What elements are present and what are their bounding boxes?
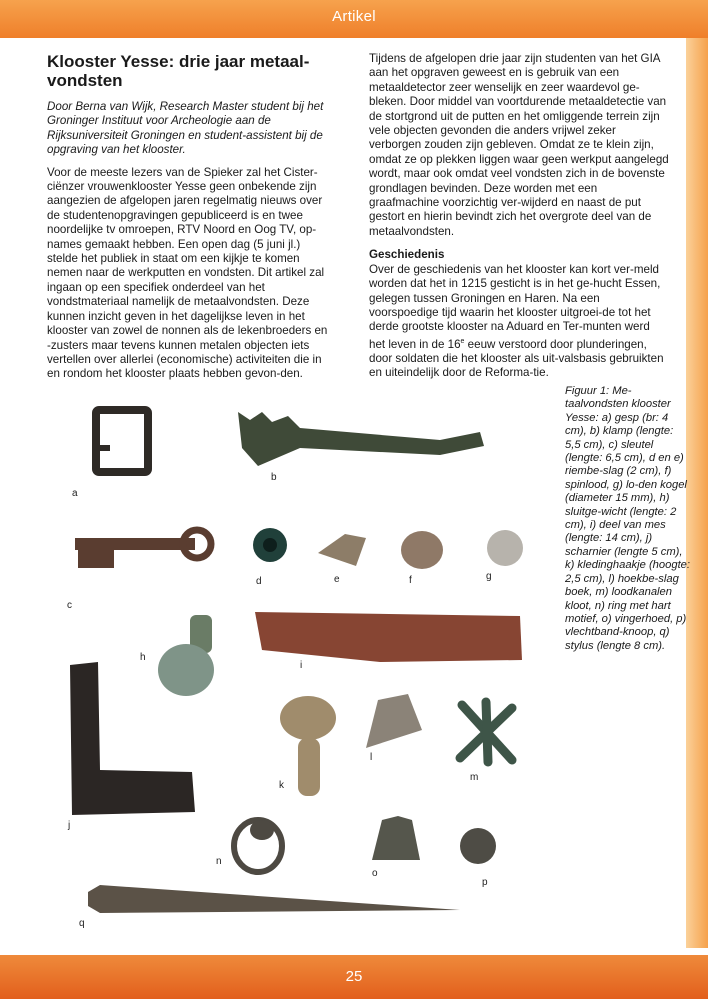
knife-fragment-object	[255, 612, 522, 662]
figure-label: l	[370, 752, 373, 763]
figure-label: i	[300, 660, 303, 671]
figure-label: e	[334, 574, 340, 585]
article-left-column	[47, 52, 332, 382]
article-subheading: Geschiedenis	[369, 248, 445, 262]
section-header-bar	[0, 0, 708, 38]
buckle-object	[93, 410, 148, 472]
figure-label: j	[68, 820, 71, 831]
corner-mount-object	[366, 694, 422, 748]
figure-caption: Figuur 1: Me-taalvondsten klooster Yesse: a) gesp (br: 4 cm), b) klamp (lengte: 5,5 cm), c) sleutel (lengte: 6,5 cm), d en e) riembe-slag (2 cm), f) spinlood, g) lo-den kogel (diameter 15 mm), h) sluitge-wicht (lengte: 2 cm), i) deel van mes (lengte: 14 cm), j) scharnier (lengte 5 cm), k) kledinghaakje (hoogte: 2,5 cm), l) hoekbe-slag boek, m) loodkanalen kloot, n) ring met hart motief, o) vingerhoed, p) vlechtband-knoop, q) stylus (lengte 8 cm).	[565, 385, 691, 652]
page-number: 25	[345, 968, 363, 985]
figure-label: h	[140, 652, 146, 663]
figure-label: b	[271, 472, 277, 483]
figure-artifacts	[0, 395, 560, 940]
article-title: Klooster Yesse: drie jaar metaal-vondsten	[47, 52, 310, 90]
stylus-object	[88, 885, 460, 913]
figure-label: m	[470, 772, 479, 783]
footer-bar	[0, 955, 708, 999]
figure-label: o	[372, 868, 378, 879]
thimble-object	[372, 816, 420, 860]
seal-weight-object	[158, 615, 214, 696]
mount-triangle-object	[318, 534, 366, 566]
clothing-hook-object	[280, 696, 336, 796]
lead-ball-object	[487, 530, 523, 566]
article-paragraph-1: Voor de meeste lezers van de Spieker zal het Cister-ciënzer vrouwenklooster Yesse geen onbekende zijn aangezien de afgelopen jaren regelmatig nieuws over de studentenopgravingen gepubliceerd is en twee noordelijke tv omroepen, RTV Noord en Oog TV, op-names gemaakt hebben. Een open dag (5 juni jl.) stelde het publiek in staat om een kijkje te komen nemen naar de werkputten en vondsten. Dit artikel zal ingaan op een specifiek onderdeel van het vondstmateriaal namelijk de metaalvondsten. Deze kunnen inzicht geven in het dagelijkse leven in het klooster van zowel de nonnen als de lekenbroeders en -zusters maar tevens kunnen metalen objecten iets vertellen over allerlei (economische) activiteiten die in en rondom het klooster plaats hebben gevon-den.	[47, 165, 328, 381]
figure-label: a	[72, 488, 78, 499]
section-title: Artikel	[332, 8, 376, 25]
figure-label: d	[256, 576, 262, 587]
spindle-whorl-object	[401, 531, 443, 569]
article-paragraph-3: Over de geschiedenis van het klooster kan kort ver-meld worden dat het in 1215 gesticht is in het ge-hucht Essen, gelegen tussen Groningen en Haren. Na een voorspoedige tijd waarin het klooster uitgroei-de tot het derde grootste klooster na Aduard en Ter-munten werd het leven in de 16e eeuw verstoord door plunderingen, door soldaten die het klooster als uit-valsbasis gebruikten en uiteindelijk door de Reforma-tie.	[369, 262, 664, 380]
figure-label: p	[482, 877, 488, 888]
clamp-object	[238, 412, 484, 466]
figure-label: g	[486, 571, 492, 582]
figure-label: c	[67, 600, 72, 611]
ring-object	[234, 820, 282, 872]
figure-label: k	[279, 780, 284, 791]
lead-came-object	[460, 702, 512, 762]
knot-button-object	[460, 828, 496, 864]
article-byline: Door Berna van Wijk, Research Master student bij het Groninger Instituut voor Archeologie aan de Rijksuniversiteit Groningen en student-assistent bij de opgraving van het klooster.	[47, 100, 324, 157]
figure-label: f	[409, 575, 412, 586]
article-paragraph-2: Tijdens de afgelopen drie jaar zijn studenten van het GIA aan het opgraven geweest en is gebruik van een metaaldetector zeer wenselijk en zeer waardevol ge-bleken. Door middel van voortdurende metaaldetectie van de stortgrond uit de putten en het omliggende terrein zijn vele objecten gevonden die anders vrijwel zeker verborgen zouden zijn gebleven. Omdat ze te klein zijn, omdat ze op plekken liggen waar geen werkput aangelegd wordt, maar ook omdat veel vondsten zich in de bovenste grondlagen bevinden. Deze worden met een graafmachine voorzichtig ver-wijderd en naast de put gestort en hierin bevindt zich het overgrote deel van de metaalvondsten.	[369, 52, 669, 238]
mount-rosette-object	[253, 528, 287, 562]
figure-label: n	[216, 856, 222, 867]
key-object	[75, 530, 211, 568]
article-right-column	[369, 52, 669, 381]
figure-label: q	[79, 918, 85, 929]
